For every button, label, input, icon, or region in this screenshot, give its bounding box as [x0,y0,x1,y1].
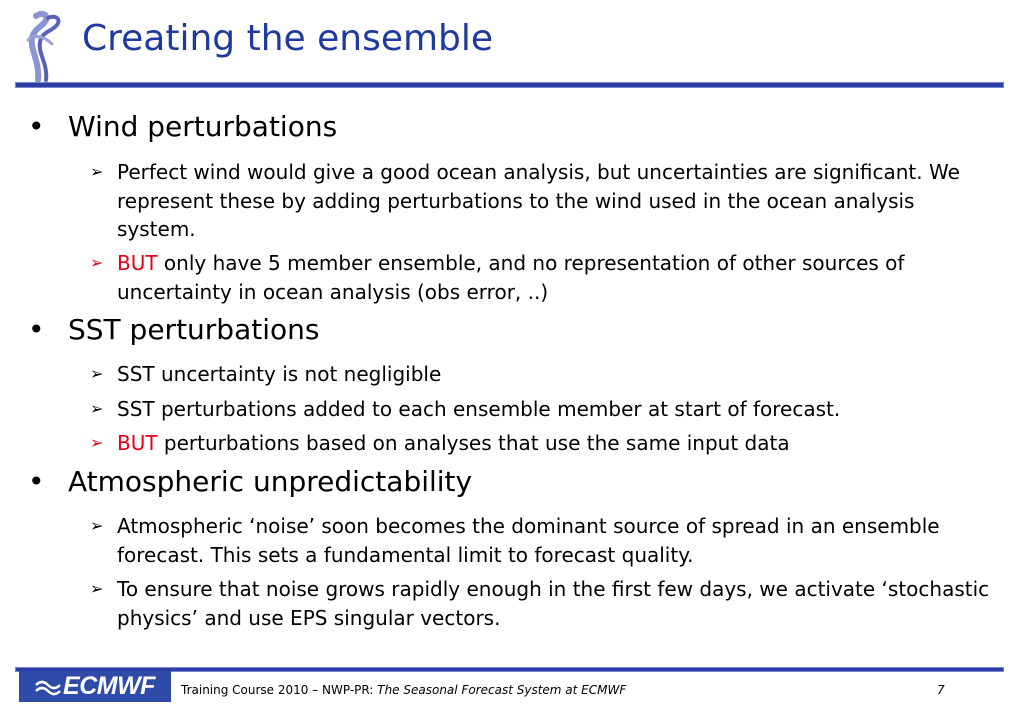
sub-bullet [90,575,995,632]
bullet-dot-icon: • [28,313,45,346]
arrow-bullet-icon: ➢ [90,516,104,535]
sub-bullet [90,360,995,389]
footer-course-text: Training Course 2010 – NWP-PR: The Seasonal Forecast System at ECMWF [181,683,627,697]
arrow-bullet-icon: ➢ [90,399,104,418]
but-label: BUT [117,251,158,275]
bullet-dot-icon: • [28,110,45,143]
sub-bullet-text: To ensure that noise grows rapidly enough in the first few days, we activate ‘stochastic physics’ and use EPS singular vectors. [117,577,990,630]
sub-bullet [90,429,995,458]
footer-logo-text: ECMWF [63,672,155,700]
bullet-dot-icon: • [28,465,45,498]
ecmwf-figure-logo-icon [22,10,68,84]
sub-bullet-text: BUT only have 5 member ensemble, and no representation of other sources of uncertainty in ocean analysis (obs error, ..) [117,251,905,304]
arrow-bullet-icon: ➢ [90,364,104,383]
sub-bullet-text: BUT perturbations based on analyses that use the same input data [117,431,790,455]
sub-bullet [90,512,995,569]
ecmwf-wave-icon [35,680,61,696]
ecmwf-footer-logo [19,671,171,702]
sub-bullet-text: Perfect wind would give a good ocean analysis, but uncertainties are significant. We represent these by adding perturbations to the wind used in the ocean analysis system. [117,160,960,241]
sub-bullet-text: SST uncertainty is not negligible [117,362,442,386]
sub-bullet [90,395,995,424]
arrow-bullet-icon: ➢ [90,162,104,181]
sub-bullet-text: Atmospheric ‘noise’ soon becomes the dominant source of spread in an ensemble forecast. This sets a fundamental limit to forecast quality. [117,514,940,567]
sub-bullet [90,158,995,244]
page-number: 7 [937,683,945,697]
arrow-bullet-icon: ➢ [90,433,104,452]
arrow-bullet-icon: ➢ [90,253,104,272]
section-heading: Atmospheric unpredictability [68,465,473,498]
section-heading: SST perturbations [68,313,320,346]
slide-title: Creating the ensemble [82,18,494,59]
section-heading: Wind perturbations [68,110,338,143]
sub-bullet-text: SST perturbations added to each ensemble member at start of forecast. [117,397,841,421]
but-label: BUT [117,431,158,455]
arrow-bullet-icon: ➢ [90,579,104,598]
title-divider [15,82,1004,88]
footer-course-title: The Seasonal Forecast System at ECMWF [377,683,627,697]
sub-bullet [90,249,995,306]
